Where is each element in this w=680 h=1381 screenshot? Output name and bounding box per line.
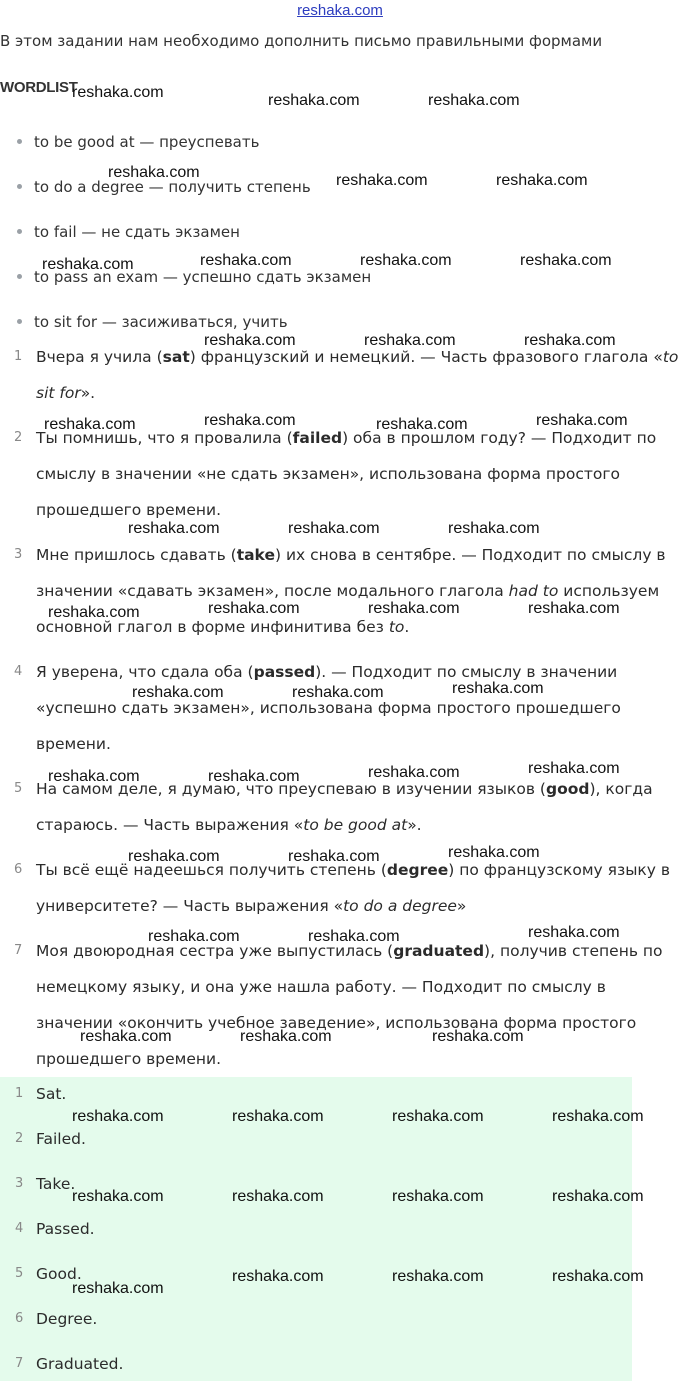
watermark: reshaka.com: [208, 600, 300, 617]
exercise-item: Моя двоюродная сестра уже выпустилась (graduated), получив степень по немецкому языку, и она уже нашла работу. — Подходит по смыслу в значении «окончить учебное заведение», использована форма простого прошедшего времени.: [36, 942, 663, 1068]
answer-number: 4: [15, 1221, 24, 1236]
watermark: reshaka.com: [528, 600, 620, 617]
answer-number: 5: [15, 1266, 24, 1281]
watermark: reshaka.com: [448, 520, 540, 537]
answer-text: Sat.: [36, 1085, 67, 1103]
watermark: reshaka.com: [128, 848, 220, 865]
watermark: reshaka.com: [528, 924, 620, 941]
wordlist-item: to fail — не сдать экзамен: [17, 223, 240, 241]
answer-number: 7: [15, 1356, 24, 1371]
watermark: reshaka.com: [232, 1268, 324, 1285]
watermark: reshaka.com: [496, 172, 588, 189]
watermark: reshaka.com: [392, 1188, 484, 1205]
watermark: reshaka.com: [336, 172, 428, 189]
watermark: reshaka.com: [72, 1280, 164, 1297]
watermark: reshaka.com: [72, 84, 164, 101]
bullet-icon: [17, 184, 22, 189]
watermark: reshaka.com: [268, 92, 360, 109]
bullet-icon: [17, 319, 22, 324]
answer-number: 3: [15, 1176, 24, 1191]
watermark: reshaka.com: [48, 768, 140, 785]
watermark: reshaka.com: [368, 600, 460, 617]
watermark: reshaka.com: [240, 1028, 332, 1045]
exercise-number: 4: [14, 664, 23, 679]
bullet-icon: [17, 139, 22, 144]
watermark: reshaka.com: [48, 604, 140, 621]
wordlist-title: WORDLIST: [0, 79, 78, 96]
watermark: reshaka.com: [552, 1188, 644, 1205]
exercise-number: 5: [14, 781, 23, 796]
exercise-number: 1: [14, 349, 23, 364]
exercise-number: 3: [14, 547, 23, 562]
watermark: reshaka.com: [376, 416, 468, 433]
watermark: reshaka.com: [368, 764, 460, 781]
watermark: reshaka.com: [44, 416, 136, 433]
watermark: reshaka.com: [288, 848, 380, 865]
answer-text: Degree.: [36, 1310, 98, 1328]
wordlist-item: to do a degree — получить степень: [17, 178, 311, 196]
watermark: reshaka.com: [448, 844, 540, 861]
answer-text: Good.: [36, 1265, 82, 1283]
watermark: reshaka.com: [148, 928, 240, 945]
watermark: reshaka.com: [208, 768, 300, 785]
answer-text: Passed.: [36, 1220, 95, 1238]
watermark: reshaka.com: [288, 520, 380, 537]
watermark: reshaka.com: [524, 332, 616, 349]
exercise-item: Ты помнишь, что я провалила (failed) оба в прошлом году? — Подходит по смыслу в значении «не сдать экзамен», использована форма простого прошедшего времени.: [36, 429, 657, 519]
watermark: reshaka.com: [128, 520, 220, 537]
wordlist-item: to be good at — преуспевать: [17, 133, 259, 151]
watermark: reshaka.com: [392, 1268, 484, 1285]
watermark: reshaka.com: [232, 1188, 324, 1205]
answer-text: Take.: [36, 1175, 76, 1193]
answer-number: 6: [15, 1311, 24, 1326]
watermark: reshaka.com: [428, 92, 520, 109]
wordlist-item: to sit for — засиживаться, учить: [17, 313, 288, 331]
watermark: reshaka.com: [452, 680, 544, 697]
exercise-item: Мне пришлось сдавать (take) их снова в сентябре. — Подходит по смыслу в значении «сдавать экзамен», после модального глагола had to используем основной глагол в форме инфинитива без to.: [36, 546, 666, 636]
watermark: reshaka.com: [204, 412, 296, 429]
exercise-number: 6: [14, 862, 23, 877]
watermark: reshaka.com: [200, 252, 292, 269]
watermark: reshaka.com: [520, 252, 612, 269]
exercise-item: Я уверена, что сдала оба (passed). — Подходит по смыслу в значении «успешно сдать экзамен», использована форма простого прошедшего времени.: [36, 663, 621, 753]
answer-text: Failed.: [36, 1130, 86, 1148]
watermark: reshaka.com: [292, 684, 384, 701]
watermark: reshaka.com: [42, 256, 134, 273]
watermark: reshaka.com: [360, 252, 452, 269]
watermark: reshaka.com: [232, 1108, 324, 1125]
watermark: reshaka.com: [552, 1268, 644, 1285]
bullet-icon: [17, 229, 22, 234]
exercise-item: Вчера я учила (sat) французский и немецкий. — Часть фразового глагола «to sit for».: [36, 348, 679, 402]
watermark: reshaka.com: [80, 1028, 172, 1045]
watermark: reshaka.com: [108, 164, 200, 181]
watermark: reshaka.com: [204, 332, 296, 349]
answer-number: 2: [15, 1131, 24, 1146]
answer-number: 1: [15, 1086, 24, 1101]
watermark: reshaka.com: [72, 1188, 164, 1205]
watermark: reshaka.com: [72, 1108, 164, 1125]
watermark: reshaka.com: [552, 1108, 644, 1125]
watermark: reshaka.com: [432, 1028, 524, 1045]
wordlist-item: to pass an exam — успешно сдать экзамен: [17, 268, 371, 286]
watermark: reshaka.com: [308, 928, 400, 945]
watermark: reshaka.com: [132, 684, 224, 701]
watermark: reshaka.com: [364, 332, 456, 349]
exercise-number: 7: [14, 943, 23, 958]
intro-text: В этом задании нам необходимо дополнить письмо правильными формами: [0, 32, 603, 50]
watermark: reshaka.com: [528, 760, 620, 777]
exercise-item: На самом деле, я думаю, что преуспеваю в изучении языков (good), когда стараюсь. — Часть выражения «to be good at».: [36, 780, 653, 834]
watermark: reshaka.com: [392, 1108, 484, 1125]
bullet-icon: [17, 274, 22, 279]
watermark: reshaka.com: [536, 412, 628, 429]
exercise-number: 2: [14, 430, 23, 445]
exercise-item: Ты всё ещё надеешься получить степень (degree) по французскому языку в университете? — Часть выражения «to do a degree»: [36, 861, 671, 915]
answer-text: Graduated.: [36, 1355, 124, 1373]
site-link[interactable]: reshaka.com: [297, 2, 383, 19]
